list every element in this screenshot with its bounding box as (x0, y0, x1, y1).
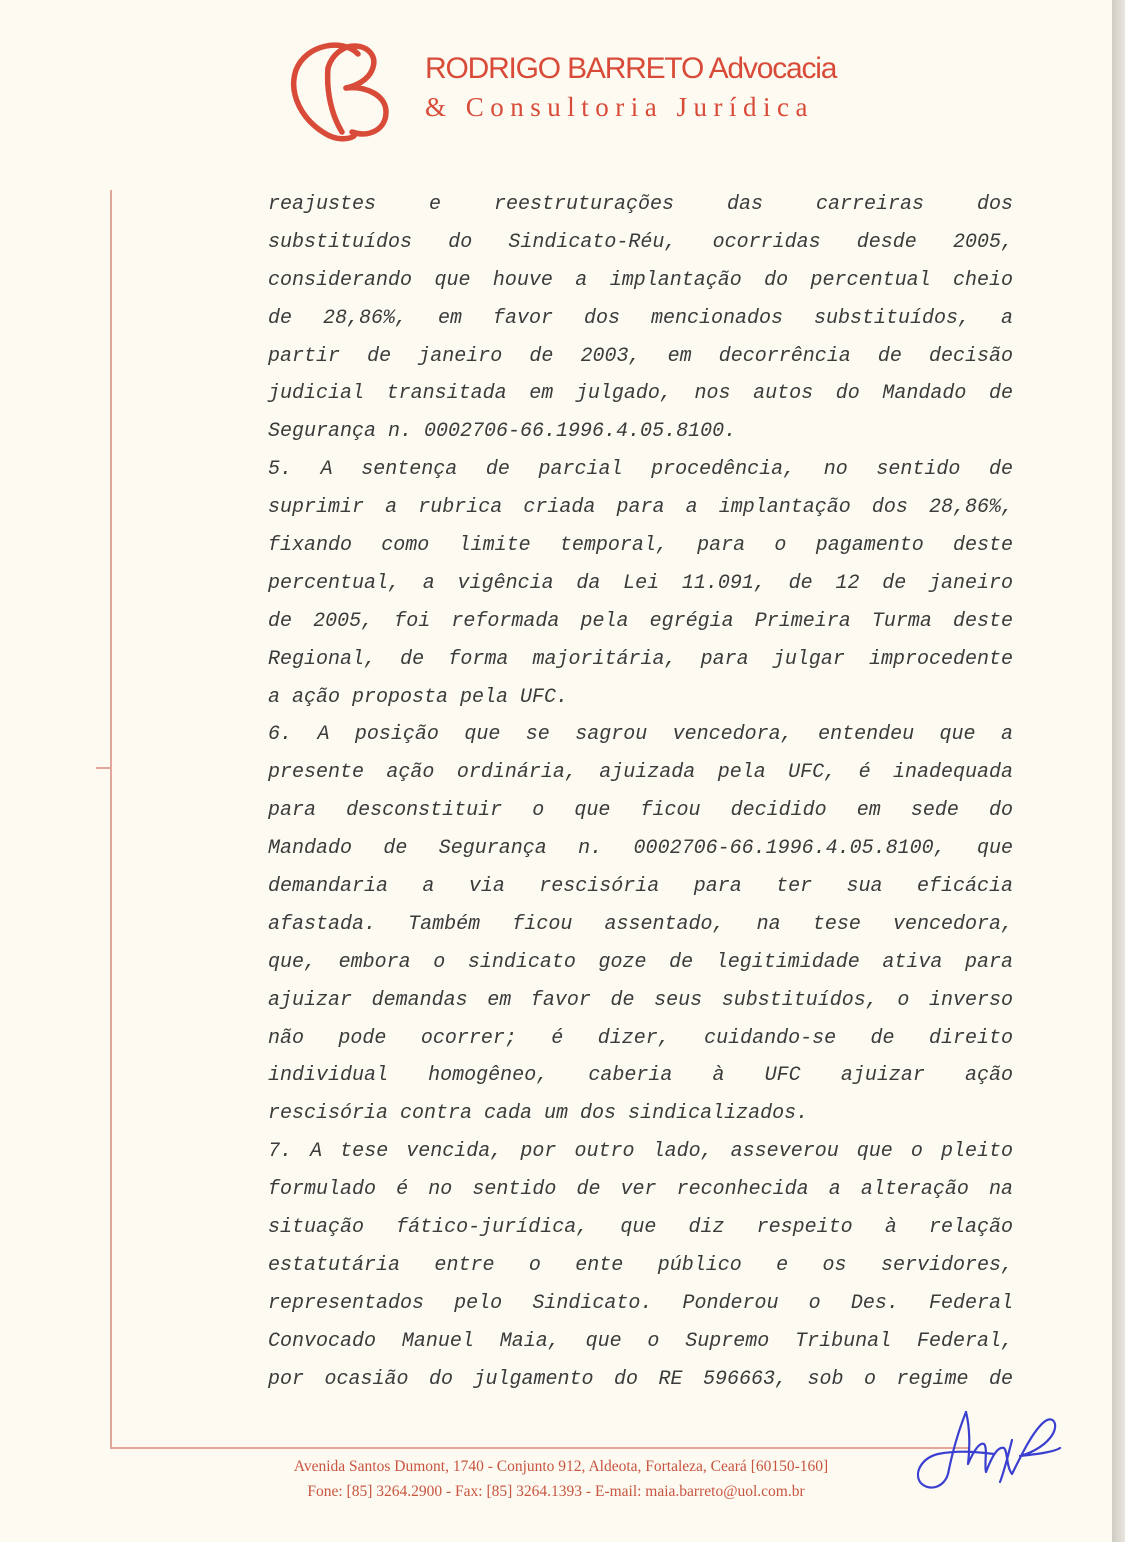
letterhead-brand-subtitle: & Consultoria Jurídica (425, 92, 814, 122)
body-text-line: reajustes e reestruturações das carreiras dos (268, 193, 1013, 216)
handwritten-signature-icon (908, 1392, 1068, 1496)
body-text-line: situação fático-jurídica, que diz respeito à relação (268, 1216, 1013, 1240)
body-text-line: que, embora o sindicato goze de legitimidade ativa para (268, 950, 1013, 974)
body-text-line: Segurança n. 0002706-66.1996.4.05.8100. (268, 420, 737, 444)
body-text-line: percentual, a vigência da Lei 11.091, de 12 de janeiro (268, 571, 1013, 595)
document-body (268, 186, 1013, 1399)
body-text-line: 6. A posição que se sagrou vencedora, entendeu que a (268, 723, 1013, 747)
body-text-line: suprimir a rubrica criada para a implantação dos 28,86%, (268, 496, 1013, 520)
body-text-line: de 28,86%, em favor dos mencionados substituídos, a (268, 306, 1013, 330)
body-text-line: de 2005, foi reformada pela egrégia Primeira Turma deste (268, 609, 1013, 633)
body-text-line: Convocado Manuel Maia, que o Supremo Tribunal Federal, (268, 1329, 1013, 1353)
body-text-line: substituídos do Sindicato-Réu, ocorridas desde 2005, (268, 230, 1013, 254)
body-text-line: individual homogêneo, caberia à UFC ajuizar ação (268, 1064, 1013, 1088)
rb-monogram-icon (288, 32, 398, 142)
body-text-line: representados pelo Sindicato. Ponderou o Des. Federal (268, 1291, 1013, 1315)
body-text-line: presente ação ordinária, ajuizada pela UFC, é inadequada (268, 761, 1013, 785)
body-text-line: rescisória contra cada um dos sindicalizados. (268, 1102, 809, 1126)
bottom-margin-rule (110, 1447, 970, 1449)
scan-page-edge (1112, 0, 1125, 1542)
body-text-line: a ação proposta pela UFC. (268, 685, 569, 709)
body-text-line: não pode ocorrer; é dizer, cuidando-se de direito (268, 1026, 1013, 1050)
body-text-line: partir de janeiro de 2003, em decorrência de decisão (268, 344, 1013, 368)
letterhead-brand-name: RODRIGO BARRETO Advocacia (425, 52, 837, 85)
footer-contact: Fone: [85] 3264.2900 - Fax: [85] 3264.1393 - E-mail: maia.barreto@uol.com.br (307, 1483, 805, 1500)
body-text-line: formulado é no sentido de ver reconhecida a alteração na (268, 1178, 1013, 1202)
body-text-line: considerando que houve a implantação do percentual cheio (268, 268, 1013, 292)
body-text-line: fixando como limite temporal, para o pagamento deste (268, 534, 1013, 558)
body-text-line: para desconstituir o que ficou decidido em sede do (268, 799, 1013, 823)
body-text-line: Regional, de forma majoritária, para julgar improcedente (268, 647, 1013, 671)
body-text-line: judicial transitada em julgado, nos autos do Mandado de (268, 382, 1013, 406)
body-text-line: 5. A sentença de parcial procedência, no sentido de (268, 458, 1013, 482)
footer-address: Avenida Santos Dumont, 1740 - Conjunto 912, Aldeota, Fortaleza, Ceará [60150-160] (293, 1458, 829, 1475)
body-text-line: ajuizar demandas em favor de seus substituídos, o inverso (268, 988, 1013, 1012)
body-text-line: por ocasião do julgamento do RE 596663, sob o regime de (268, 1367, 1013, 1391)
body-text-line: 7. A tese vencida, por outro lado, asseverou que o pleito (268, 1140, 1013, 1164)
body-text-line: Mandado de Segurança n. 0002706-66.1996.4.05.8100, que (268, 837, 1013, 861)
body-text-line: afastada. Também ficou assentado, na tese vencedora, (268, 912, 1013, 936)
body-text-line: demandaria a via rescisória para ter sua eficácia (268, 875, 1013, 899)
left-margin-rule (110, 190, 112, 1448)
body-text-line: estatutária entre o ente público e os servidores, (268, 1253, 1013, 1277)
margin-fold-mark (96, 767, 110, 769)
